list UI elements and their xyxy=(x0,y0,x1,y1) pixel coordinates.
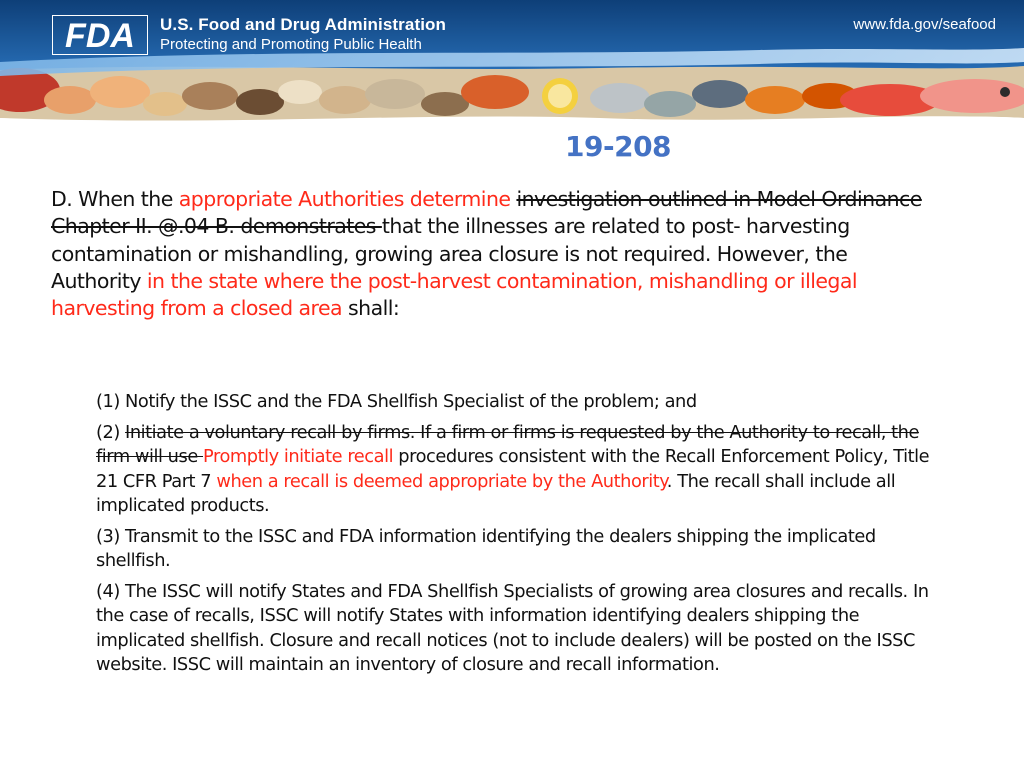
paragraph-insert-state: in the state where the post-harvest contamination, mishandling or illegal harvesting from a closed area xyxy=(51,268,858,321)
main-paragraph xyxy=(51,186,931,322)
paragraph-text-1: D. When the xyxy=(51,187,179,211)
item2-number: (2) xyxy=(96,421,126,443)
list-item-4: (4) The ISSC will notify States and FDA Shellfish Specialists of growing area closures and recalls. In the case of recalls, ISSC will notify States with information identifying dealers shipping the implicated shellfish. Closure and recall notices (not to include dealers) will be posted on the ISSC website. ISSC will maintain an inventory of closure and recall information. xyxy=(96,580,929,675)
site-url: www.fda.gov/seafood xyxy=(853,16,996,33)
header-banner xyxy=(0,0,1024,135)
slide-title: 19-208 xyxy=(565,130,672,163)
paragraph-text-2: that the illnesses are related to post- harvesting contamination or mishandling, growing area closure is not required. However, the Authority xyxy=(51,214,850,293)
item2-insert-promptly: Promptly initiate recall xyxy=(203,446,394,467)
paragraph-deleted-investigation: investigation outlined in Model Ordinance Chapter II. @.04 B. demonstrates xyxy=(51,187,922,239)
agency-tagline: Protecting and Promoting Public Health xyxy=(160,36,422,53)
paragraph-text-3: shall: xyxy=(342,296,400,321)
list-item-3: (3) Transmit to the ISSC and FDA information identifying the dealers shipping the implicated shellfish. xyxy=(96,525,876,571)
item2-text-end: . The recall shall include all implicated products. xyxy=(96,470,896,516)
item2-insert-deemed: when a recall is deemed appropriate by the Authority xyxy=(216,470,667,492)
list-item-1: (1) Notify the ISSC and the FDA Shellfish Specialist of the problem; and xyxy=(96,391,697,412)
list-item-2 xyxy=(96,421,948,519)
item2-text: procedures consistent with the Recall Enforcement Policy, Title 21 CFR Part 7 xyxy=(96,446,930,492)
agency-name: U.S. Food and Drug Administration xyxy=(160,15,446,34)
fda-logo-text: FDA xyxy=(65,17,135,55)
paragraph-insert-authorities: appropriate Authorities determine xyxy=(178,187,511,211)
item2-deleted-text: Initiate a voluntary recall by firms. If a firm or firms is requested by the Authority to recall, the firm will use xyxy=(96,421,919,467)
fda-logo xyxy=(52,15,148,55)
requirements-list xyxy=(96,390,948,684)
